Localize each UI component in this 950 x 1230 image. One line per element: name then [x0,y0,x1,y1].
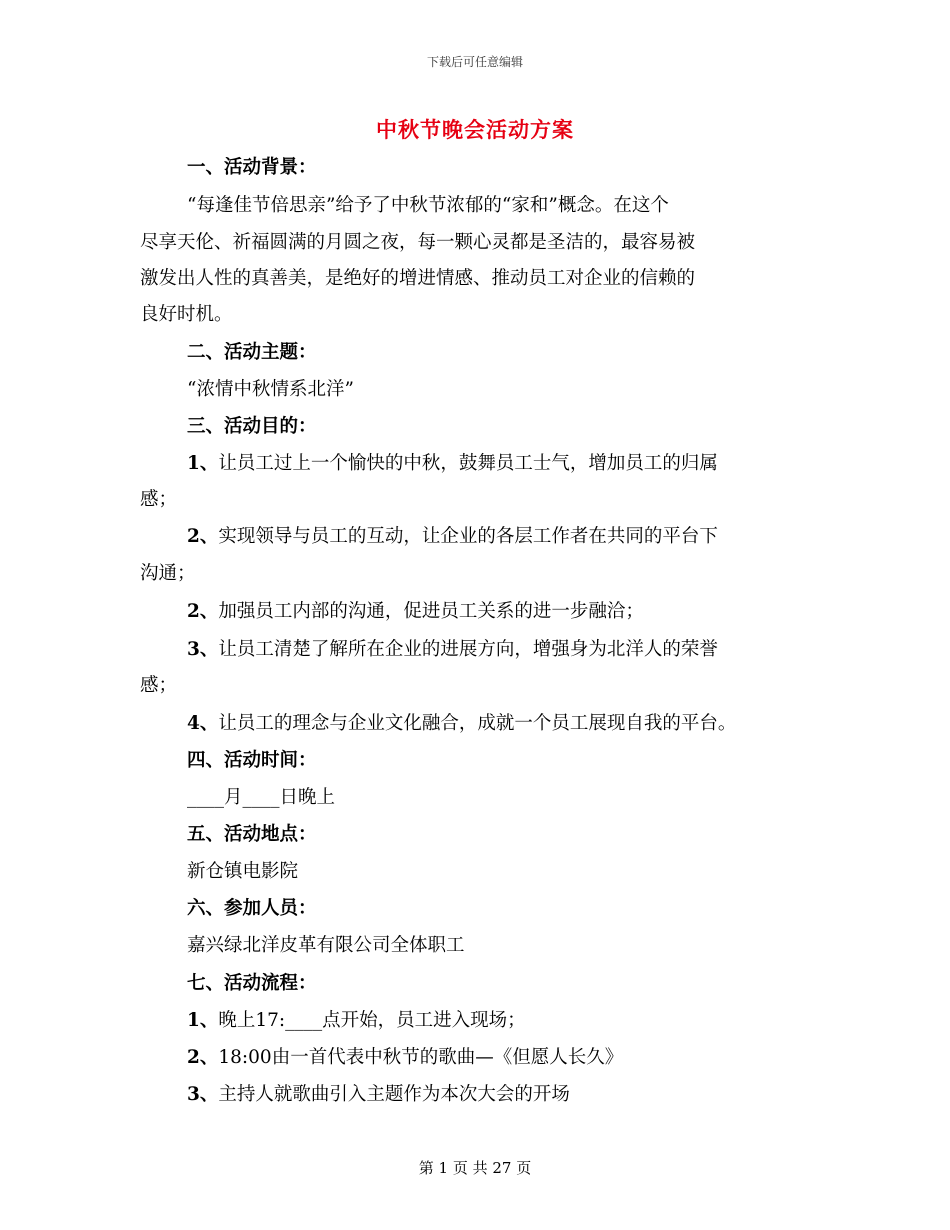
section-heading-background: 一、活动背景： [187,157,317,178]
purpose-item-number: 2、 [187,526,219,547]
background-line-3: 激发出人性的真善美，是绝好的增进情感、推动员工对企业的信赖的 [140,268,696,289]
purpose-item-1-continued: 感； [140,489,178,510]
document-title: 中秋节晚会活动方案 [376,117,574,142]
section-heading-time: 四、活动时间： [187,750,317,771]
section-heading-participants: 六、参加人员： [187,898,317,919]
location-text: 新仓镇电影院 [187,861,299,882]
section-heading-purpose: 三、活动目的： [187,416,317,437]
section-heading-theme: 二、活动主题： [187,342,317,363]
theme-text: “浓情中秋情系北洋” [187,379,354,400]
purpose-item-text: 加强员工内部的沟通，促进员工关系的进一步融洽； [218,601,644,622]
purpose-item-number: 3、 [187,639,219,660]
agenda-item-3 [187,1086,570,1105]
participants-text: 嘉兴绿北洋皮革有限公司全体职工 [187,935,465,956]
purpose-item-2-continued: 沟通； [140,563,196,584]
purpose-item-text: 让员工清楚了解所在企业的进展方向，增强身为北洋人的荣誉 [218,639,718,660]
page-header-note: 下载后可任意编辑 [426,55,523,69]
purpose-item-number: 2、 [187,601,219,622]
background-line-1: “每逢佳节倍思亲”给予了中秋节浓郁的“家和”概念。在这个 [187,195,669,216]
purpose-item-number: 4、 [187,713,219,734]
purpose-item-5 [187,715,736,734]
purpose-item-3 [187,603,644,622]
purpose-item-2 [187,528,718,547]
agenda-item-text: 晚上17:____点开始，员工进入现场； [218,1010,526,1031]
agenda-item-number: 1、 [187,1010,219,1031]
purpose-item-text: 让员工的理念与企业文化融合，成就一个员工展现自我的平台。 [218,713,737,734]
purpose-item-4 [187,641,718,660]
purpose-item-text: 实现领导与员工的互动，让企业的各层工作者在共同的平台下 [218,526,718,547]
section-heading-location: 五、活动地点： [187,824,317,845]
time-text: ____月____日晚上 [187,787,336,808]
background-line-2: 尽享天伦、祈福圆满的月圆之夜，每一颗心灵都是圣洁的，最容易被 [140,232,696,253]
agenda-item-number: 2、 [187,1047,219,1068]
purpose-item-4-continued: 感； [140,675,178,696]
background-line-4: 良好时机。 [140,304,233,325]
purpose-item-text: 让员工过上一个愉快的中秋，鼓舞员工士气，增加员工的归属 [218,453,718,474]
agenda-item-text: 主持人就歌曲引入主题作为本次大会的开场 [218,1084,570,1105]
page-number-footer: 第 1 页 共 27 页 [418,1159,532,1177]
section-heading-agenda: 七、活动流程： [187,973,317,994]
agenda-item-1 [187,1012,526,1031]
purpose-item-number: 1、 [187,453,219,474]
agenda-item-text: 18:00由一首代表中秋节的歌曲—《但愿人长久》 [218,1047,624,1068]
agenda-item-2 [187,1049,623,1068]
agenda-item-number: 3、 [187,1084,219,1105]
purpose-item-1 [187,455,718,474]
